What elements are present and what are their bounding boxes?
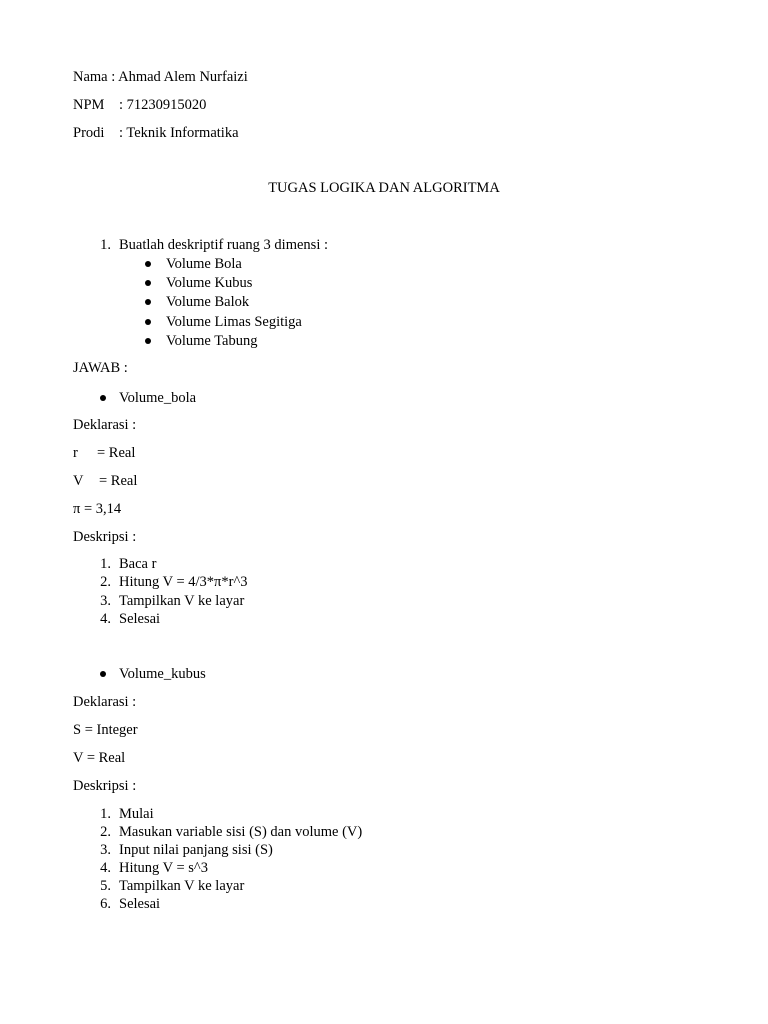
kubus-heading-label: Volume_kubus <box>119 666 206 682</box>
step-text: Selesai <box>119 896 161 912</box>
step-text: Masukan variable sisi (S) dan volume (V) <box>119 824 363 840</box>
step-text: Input nilai panjang sisi (S) <box>119 842 273 858</box>
step-number: 4. <box>100 860 111 876</box>
step-number: 5. <box>100 878 111 894</box>
student-name: Nama : Ahmad Alem Nurfaizi <box>73 69 248 85</box>
answer-label: JAWAB : <box>73 360 128 376</box>
npm-label: NPM <box>73 97 105 113</box>
step-text: Baca r <box>119 556 157 572</box>
list-item-label: Volume Limas Segitiga <box>166 314 302 330</box>
list-item-label: Volume Tabung <box>166 333 258 349</box>
bola-decl-v <box>73 472 137 490</box>
step-number: 1. <box>100 556 111 572</box>
decl-value: = Real <box>97 445 136 461</box>
list-item-label: Volume Kubus <box>166 275 253 291</box>
step-number: 2. <box>100 574 111 590</box>
step-number: 1. <box>100 806 111 822</box>
bola-pi: π = 3,14 <box>73 501 122 517</box>
step-text: Tampilkan V ke layar <box>119 878 245 894</box>
bullet-icon <box>100 671 106 677</box>
bullet-icon <box>100 395 106 401</box>
step-text: Selesai <box>119 611 161 627</box>
step-text: Hitung V = s^3 <box>119 860 208 876</box>
student-prodi <box>73 124 239 142</box>
bullet-icon <box>145 280 151 286</box>
bullet-icon <box>145 299 151 305</box>
bullet-icon <box>145 338 151 344</box>
decl-value: = Real <box>99 473 138 489</box>
kubus-deklarasi-label: Deklarasi : <box>73 694 137 710</box>
step-number: 4. <box>100 611 111 627</box>
kubus-decl-s: S = Integer <box>73 722 138 738</box>
bullet-icon <box>145 261 151 267</box>
decl-name: V <box>73 473 84 489</box>
step-number: 3. <box>100 593 111 609</box>
step-text: Mulai <box>119 806 154 822</box>
decl-name: r <box>73 445 78 461</box>
bola-decl-r <box>73 444 135 462</box>
npm-value: : 71230915020 <box>119 97 207 113</box>
kubus-decl-v: V = Real <box>73 750 126 766</box>
step-text: Hitung V = 4/3*π*r^3 <box>119 574 248 590</box>
bola-deskripsi-label: Deskripsi : <box>73 529 137 545</box>
student-npm <box>73 96 206 114</box>
step-text: Tampilkan V ke layar <box>119 593 245 609</box>
step-number: 2. <box>100 824 111 840</box>
bola-heading-label: Volume_bola <box>119 390 197 406</box>
bola-deklarasi-label: Deklarasi : <box>73 417 137 433</box>
prodi-label: Prodi <box>73 125 105 141</box>
step-number: 3. <box>100 842 111 858</box>
step-number: 6. <box>100 896 111 912</box>
list-item-label: Volume Balok <box>166 294 250 310</box>
kubus-deskripsi-label: Deskripsi : <box>73 778 137 794</box>
question-text: Buatlah deskriptif ruang 3 dimensi : <box>119 237 329 253</box>
bullet-icon <box>145 319 151 325</box>
list-item-label: Volume Bola <box>166 256 242 272</box>
question-number: 1. <box>100 237 111 253</box>
document-title: TUGAS LOGIKA DAN ALGORITMA <box>268 180 500 196</box>
prodi-value: : Teknik Informatika <box>119 125 239 141</box>
